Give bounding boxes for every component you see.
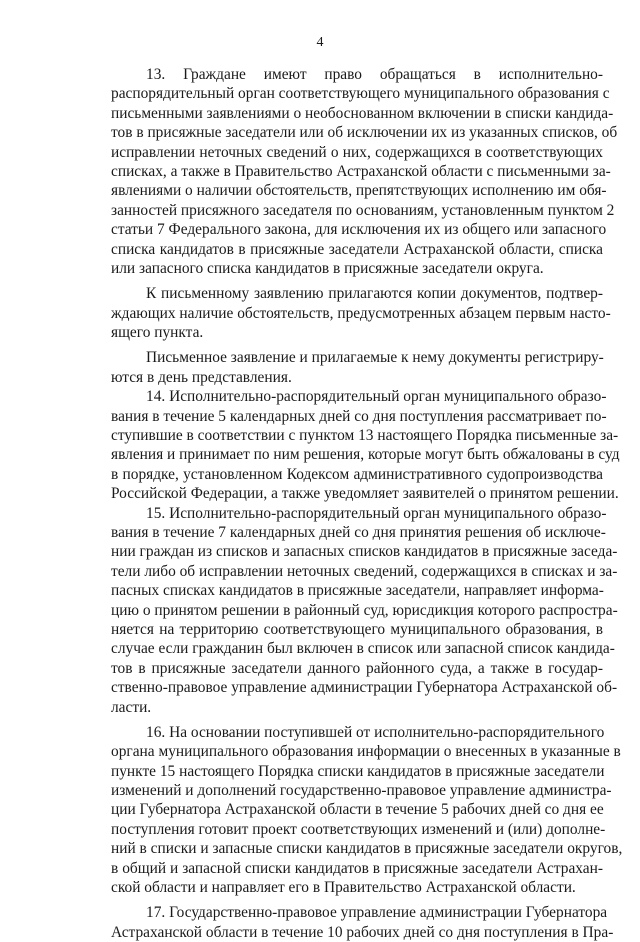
text-line: занностей присяжного заседателя по основаниям, установленным пунктом 2 [111,201,615,219]
text-line: цию о принятом решении в районный суд, юрисдикция которого распростра- [111,601,618,619]
text-line: изменений и дополнений государственно-правовое управление администра- [111,782,612,800]
paragraph-14 [111,387,620,503]
text-line: или запасного списка кандидатов в присяжные заседатели округа. [111,259,544,277]
text-line: списка кандидатов в присяжные заседатели Астраханской области, списка [111,240,603,258]
text-line: вания в течение 5 календарных дней со дня поступления рассматривает по- [111,407,607,425]
text-line: тели либо об исправлении неточных сведений, содержащихся в списках и за- [111,562,618,580]
text-line: в общий и запасной списки кандидатов в присяжные заседатели Астрахан- [111,859,603,877]
paragraph-13 [111,65,618,278]
text-line: тов в присяжные заседатели данного районного суда, а также в государ- [111,659,603,677]
text-line: 15. Исполнительно-распорядительный орган муниципального образо- [146,504,607,522]
text-line: ются в день представления. [111,368,292,386]
text-line: Астраханской области в течение 10 рабочих дней со дня поступления в Пра- [111,923,614,941]
text-line: ступившие в соответствии с пунктом 13 настоящего Порядка письменные за- [111,427,619,445]
text-line: явлениями о наличии обстоятельств, препятствующих исполнению им обя- [111,182,607,200]
text-line: вания в течение 7 календарных дней со дня принятия решения об исключе- [111,523,606,541]
text-line: поступления готовит проект соответствующих изменений и (или) дополне- [111,820,606,838]
text-line: пасных списках кандидатов в присяжные заседатели, направляет информа- [111,582,604,600]
paragraph-attachments [111,284,611,342]
text-line: списках, а также в Правительство Астраханской области с письменными за- [111,162,611,180]
text-line: ний в списки и запасные списки кандидатов в присяжные заседатели округов, [111,840,623,858]
text-line: ственно-правовое управление администрации Губернатора Астраханской об- [111,679,618,697]
text-line: Письменное заявление и прилагаемые к нему документы регистриру- [146,349,604,367]
text-line: 13. Граждане имеют право обращаться в исполнительно- [146,66,603,83]
text-line: 17. Государственно-правовое управление администрации Губернатора [146,904,608,922]
paragraph-16 [111,723,623,898]
text-line: исправлении неточных сведений о них, содержащихся в соответствующих [111,143,603,161]
text-line: ской области и направляет его в Правительство Астраханской области. [111,879,576,897]
text-line: 14. Исполнительно-распорядительный орган муниципального образо- [146,388,607,406]
text-line: случае если гражданин был включен в список или запасной список кандида- [111,640,615,658]
document-body [111,65,623,942]
text-line: пункте 15 настоящего Порядка списки кандидатов в присяжные заседатели [111,762,605,780]
text-line: явления и принимает по ним решения, которые могут быть обжалованы в суд [111,446,620,464]
text-line: К письменному заявлению прилагаются копии документов, подтвер- [146,285,603,303]
text-line: тов в присяжные заседатели или об исключении их из указанных списков, об [111,124,618,142]
text-line: нии граждан из списков и запасных списков кандидатов в присяжные заседа- [111,543,618,561]
text-line: статьи 7 Федерального закона, для исключения их из общего или запасного [111,221,607,239]
text-line: ящего пункта. [111,324,204,342]
text-line: в порядке, установленном Кодексом административного судопроизводства [111,465,603,483]
text-line: ждающих наличие обстоятельств, предусмотренных абзацем первым насто- [111,304,611,322]
text-line: ласти. [111,698,152,716]
text-line: распорядительный орган соответствующего муниципального образования с [111,85,610,103]
text-line: письменными заявлениями о необоснованном включении в списки кандида- [111,104,614,122]
text-line: 16. На основании поступившей от исполнительно-распорядительного [146,723,605,741]
page-number: 4 [316,35,324,50]
text-line: ции Губернатора Астраханской области в течение 5 рабочих дней со дня ее [111,801,604,819]
paragraph-15 [111,504,618,717]
paragraph-registration [111,348,603,387]
paragraph-17 [111,903,614,942]
text-line: Российской Федерации, а также уведомляет заявителей о принятом решении. [111,485,619,503]
text-line: няется на территорию соответствующего муниципального образования, в [111,620,603,638]
text-line: органа муниципального образования информации о внесенных в указанные в [111,743,621,761]
